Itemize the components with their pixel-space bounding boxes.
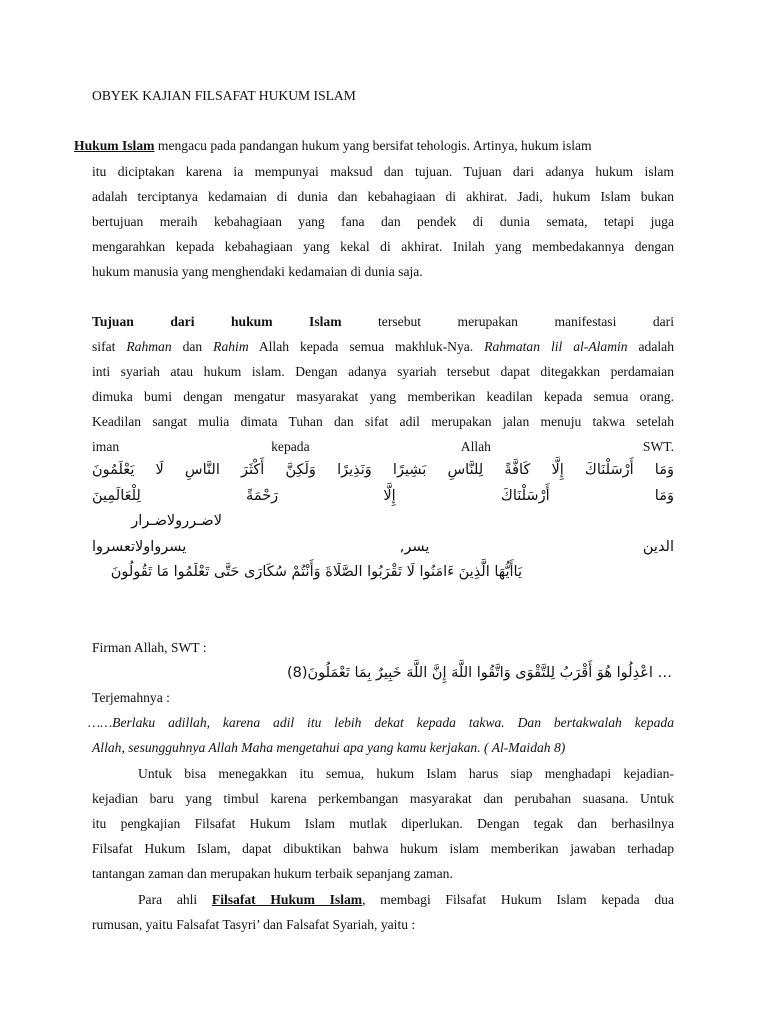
- paragraph-4-line-1: Para ahli Filsafat Hukum Islam, membagi Filsafat Hukum Islam kepada dua: [138, 892, 674, 907]
- paragraph-3-line-1: Untuk bisa menegakkan itu semua, hukum Islam harus siap menghadapi kejadian-: [138, 766, 674, 781]
- arabic-hadith-1: لاضـررولاضـرار: [131, 513, 222, 529]
- paragraph-1-line-6: hukum manusia yang menghendaki kedamaian di dunia saja.: [92, 264, 423, 279]
- page-title: OBYEK KAJIAN FILSAFAT HUKUM ISLAM: [92, 88, 356, 103]
- firman-label: Firman Allah, SWT :: [92, 640, 207, 655]
- paragraph-1-line-4: bertujuan meraih kebahagiaan yang fana dan pendek di dunia semata, tetapi juga: [92, 214, 674, 229]
- translation-line-1: ……Berlaku adillah, karena adil itu lebih dekat kepada takwa. Dan bertakwalah kepada: [88, 715, 674, 730]
- term-filsafat-hukum-islam: Filsafat Hukum Islam: [211, 892, 363, 907]
- paragraph-1-line-2: itu diciptakan karena ia mempunyai maksud dan tujuan. Tujuan dari adanya hukum islam: [92, 164, 674, 179]
- paragraph-3-line-3: itu pengkajian Filsafat Hukum Islam mutlak diperlukan. Dengan tegak dan berhasilnya: [92, 816, 674, 831]
- term-hukum-islam: Hukum Islam: [74, 138, 155, 153]
- paragraph-2-line-2: sifat Rahman dan Rahim Allah kepada semua makhluk-Nya. Rahmatan lil al-Alamin adalah: [92, 339, 674, 354]
- paragraph-2-line-4: dimuka bumi dengan mengatur masyarakat yang memberikan keadilan kepada semua orang.: [92, 389, 674, 404]
- firman-verse: … اعْدِلُوا هُوَ أَقْرَبُ لِلتَّقْوَى وَاتَّقُوا اللَّهَ إِنَّ اللَّهَ خَبِيرٌ بِمَا تَعْمَلُونَ(8): [286, 665, 672, 681]
- translation-line-2: Allah, sesungguhnya Allah Maha mengetahui apa yang kamu kerjakan. ( Al-Maidah 8): [92, 740, 566, 755]
- paragraph-3-line-5: tantangan zaman dan merupakan hukum terbaik sepanjang zaman.: [92, 866, 453, 881]
- paragraph-2-line-6: iman kepada Allah SWT.: [92, 439, 674, 454]
- paragraph-3-line-4: Filsafat Hukum Islam, dapat dibuktikan bahwa hukum islam memberikan jawaban terhadap: [92, 841, 674, 856]
- paragraph-1-line-5: mengarahkan kepada kebahagiaan yang kekal di akhirat. Inilah yang membedakannya dengan: [92, 239, 674, 254]
- paragraph-2-line-1: Tujuan dari hukum Islam tersebut merupakan manifestasi dari: [92, 314, 674, 329]
- term-tujuan-hukum-islam: Tujuan dari hukum Islam: [92, 314, 342, 329]
- paragraph-1-line-3: adalah terciptanya kedamaian di dunia dan kebahagiaan di akhirat. Jadi, hukum Islam bukan: [92, 189, 674, 204]
- paragraph-4-line-2: rumusan, yaitu Falsafat Tasyri’ dan Falsafat Syariah, yaitu :: [92, 917, 416, 932]
- paragraph-2-line-5: Keadilan sangat mulia dimata Tuhan dan sifat adil merupakan jalan menuju takwa setelah: [92, 414, 674, 429]
- arabic-hadith-2: الدين يسر, يسرواولاتعسروا: [92, 539, 674, 555]
- paragraph-1-line-1: Hukum Islam mengacu pada pandangan hukum yang bersifat teholoɡis. Artinya, hukum islam: [74, 138, 592, 153]
- arabic-verse-1: وَمَا أَرْسَلْنَاكَ إِلَّا كَافَّةً لِلنَّاسِ بَشِيرًا وَنَذِيرًا وَلَكِنَّ أَكْثَرَ النَّاسِ لَا يَعْلَمُونَ: [92, 462, 674, 478]
- paragraph-3-line-2: kejadian baru yang timbul karena perkembangan masyarakat dan perubahan suasana. Untuk: [92, 791, 674, 806]
- terjemahnya-label: Terjemahnya :: [92, 690, 170, 705]
- paragraph-2-line-3: inti syariah atau hukum islam. Dengan adanya syariah tersebut dapat ditegakkan perdamaian: [92, 364, 674, 379]
- arabic-verse-2: وَمَا أَرْسَلْنَاكَ إِلَّا رَحْمَةً لِلْعَالَمِينَ: [92, 488, 674, 504]
- arabic-verse-3: يَاأَيُّهَا الَّذِينَ ءَامَنُوا لَا تَقْرَبُوا الصَّلَاةَ وَأَنْتُمْ سُكَارَى حَتَّى تَعْلَمُوا مَا تَقُولُونَ: [110, 564, 522, 580]
